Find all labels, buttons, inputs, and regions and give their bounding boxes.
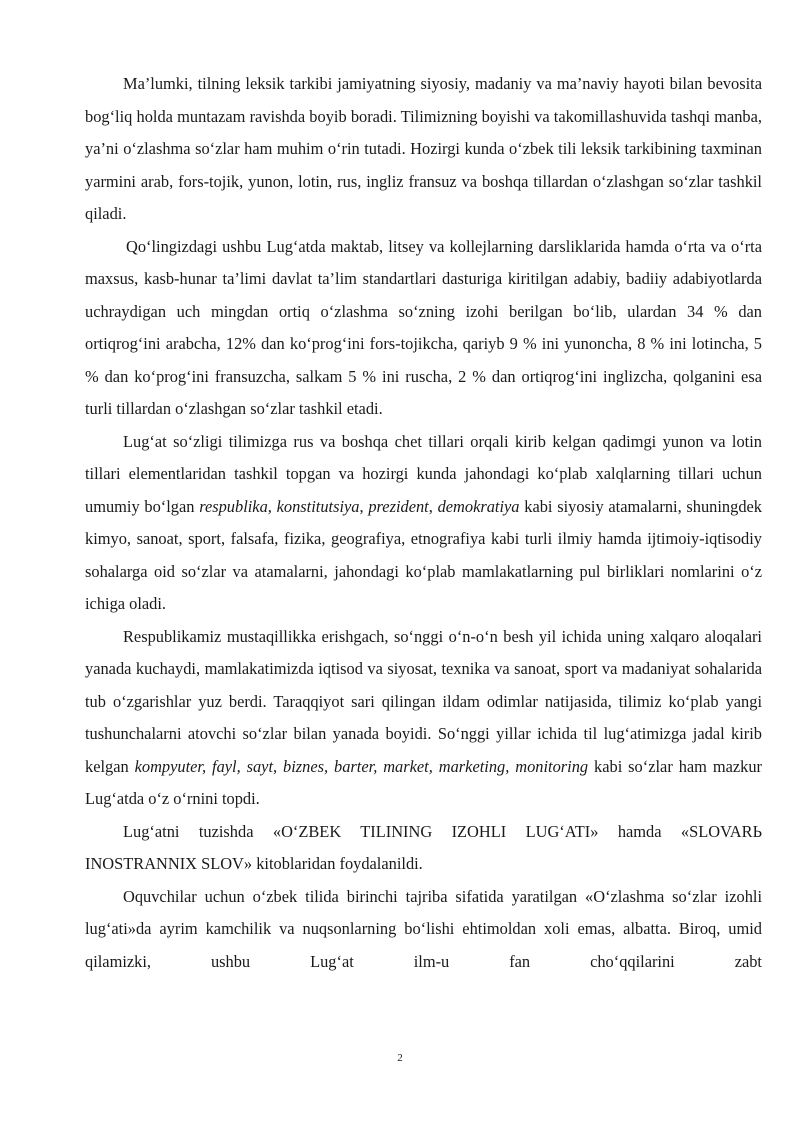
separator: , bbox=[267, 496, 277, 516]
paragraph-4-text-b: kabi so‘zlar ham mazkur Lug‘atda o‘z o‘rnini topdi. bbox=[85, 756, 762, 808]
paragraph-3-text-a: Lug‘at so‘zligi tilimizga rus va boshqa chet tillari orqali kirib kelgan qadimgi yunon va lotin tillari elementlaridan tashkil topgan va hozirgi kunda jahondagi ko‘plab xalqlarning tillari uchun umumiy bo‘lgan bbox=[85, 431, 762, 516]
paragraph-5: Lug‘atni tuzishda «O‘ZBEK TILINING IZOHLI LUG‘ATI» hamda «SLOVARЬ INOSTRANNIX SLOV» kitoblaridan foydalanildi. bbox=[85, 821, 762, 873]
separator: , bbox=[359, 496, 369, 516]
document-body bbox=[85, 68, 762, 978]
paragraph-3-text-b: kabi siyosiy atamalarni, shuningdek kimyo, sanoat, sport, falsafa, fizika, geografiya, etnografiya kabi turli ilmiy hamda ijtimoiy-iqtisodiy sohalarga oid so‘zlar va atamalarni, jahondagi ko‘plab mamlakatlarning pul birliklari nomlarini o‘z ichiga oladi. bbox=[85, 496, 762, 613]
paragraph-6: Oquvchilar uchun o‘zbek tilida birinchi tajriba sifatida yaratilgan «O‘zlashma so‘zlar izohli lug‘ati»da ayrim kamchilik va nuqsonlarning bo‘lishi ehtimoldan xoli emas, albatta. Biroq, umid qilamizki, ushbu Lug‘at ilm-u fan cho‘qqilarini zabt bbox=[85, 886, 762, 971]
paragraph-1: Ma’lumki, tilning leksik tarkibi jamiyatning siyosiy, madaniy va ma’naviy hayoti bilan bevosita bog‘liq holda muntazam ravishda boyib boradi. Tilimizning boyishi va takomillashuvida tashqi manba, ya’ni o‘zlashma so‘zlar ham muhim o‘rin tutadi. Hozirgi kunda o‘zbek tili leksik tarkibining taxminan yarmini arab, fors-tojik, yunon, lotin, rus, ingliz fransuz va boshqa tillardan o‘zlashgan so‘zlar tashkil qiladi. bbox=[85, 74, 762, 223]
terms-technology: kompyuter, fayl, sayt, biznes, barter, market, marketing, monitoring bbox=[134, 756, 589, 776]
page-number: 2 bbox=[397, 1052, 403, 1064]
term-respublika: respublika bbox=[199, 496, 268, 516]
paragraph-3 bbox=[85, 426, 762, 621]
separator: , bbox=[428, 496, 438, 516]
term-prezident: prezident bbox=[368, 496, 429, 516]
paragraph-4-text-a: Respublikamiz mustaqillikka erishgach, so‘nggi o‘n-o‘n besh yil ichida uning xalqaro aloqalari yanada kuchaydi, mamlakatimizda iqtisod va siyosat, texnika va sanoat, sport va madaniyat sohalarida tub o‘zgarishlar yuz berdi. Taraqqiyot sari qilingan ildam odimlar natijasida, tilimiz ko‘plab yangi tushunchalarni atovchi so‘zlar bilan yanada boyidi. So‘nggi yillar ichida til lug‘atimizga jadal kirib kelgan bbox=[85, 626, 762, 776]
paragraph-4 bbox=[85, 621, 762, 816]
paragraph-2: Qo‘lingizdagi ushbu Lug‘atda maktab, litsey va kollejlarning darsliklarida hamda o‘rta va o‘rta maxsus, kasb-hunar ta’limi davlat ta’lim standartlari dasturiga kiritilgan adabiy, badiiy adabiyotlarda uchraydigan uch mingdan ortiq o‘zlashma so‘zning izohi berilgan bo‘lib, ulardan 34 % dan ortiqrog‘ini arabcha, 12% dan ko‘prog‘ini fors-tojikcha, qariyb 9 % ini yunoncha, 8 % ini lotincha, 5 % dan ko‘prog‘ini fransuzcha, salkam 5 % ini ruscha, 2 % dan ortiqrog‘ini inglizcha, qolganini esa turli tillardan o‘zlashgan so‘zlar tashkil etadi. bbox=[85, 236, 762, 418]
term-konstitutsiya: konstitutsiya bbox=[276, 496, 360, 516]
term-demokratiya: demokratiya bbox=[437, 496, 520, 516]
